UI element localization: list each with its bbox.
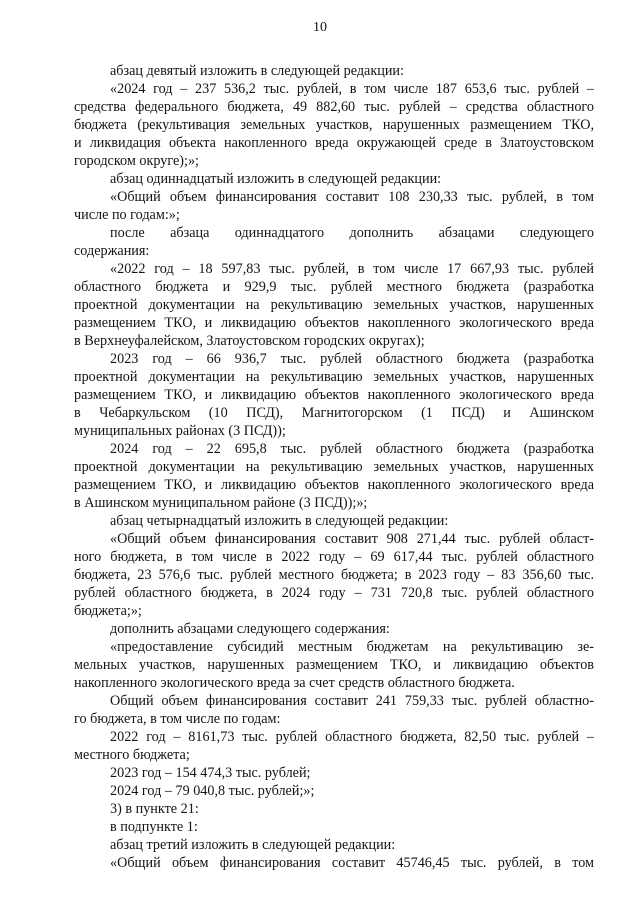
text-line: в Верхнеуфалейском, Златоустовском городских округах);: [74, 333, 425, 349]
text-line: «предоставление субсидий местным бюджетам на рекультивацию зе-: [110, 639, 594, 655]
text-line: размещением ТКО, и ликвидацию объектов накопленного экологического вреда: [74, 387, 594, 403]
text-line: Общий объем финансирования составит 241 759,33 тыс. рублей областно-: [110, 693, 594, 709]
text-line: «Общий объем финансирования составит 108 230,33 тыс. рублей, в том: [110, 189, 594, 205]
text-line: «2022 год – 18 597,83 тыс. рублей, в том числе 17 667,93 тыс. рублей: [110, 261, 594, 277]
text-line: 2023 год – 154 474,3 тыс. рублей;: [110, 765, 311, 781]
text-line: бюджета, 23 576,6 тыс. рублей местного бюджета; в 2023 году – 83 356,60 тыс.: [74, 567, 594, 583]
text-line: проектной документации на рекультивацию земельных участков, нарушенных: [74, 369, 594, 385]
text-line: в подпункте 1:: [110, 819, 198, 835]
text-line: размещением ТКО, и ликвидацию объектов накопленного экологического вреда: [74, 477, 594, 493]
text-line: числе по годам:»;: [74, 207, 180, 223]
text-line: абзац третий изложить в следующей редакции:: [110, 837, 396, 853]
text-line: и ликвидация объекта накопленного вреда окружающей среде в Златоустовском: [74, 135, 594, 151]
text-line: мельных участков, нарушенных размещением ТКО, и ликвидацию объектов: [74, 657, 594, 673]
text-line: 2024 год – 79 040,8 тыс. рублей;»;: [110, 783, 315, 799]
text-line: «Общий объем финансирования составит 908 271,44 тыс. рублей област-: [110, 531, 594, 547]
text-line: городском округе);»;: [74, 153, 199, 169]
text-line: размещением ТКО, и ликвидацию объектов накопленного экологического вреда: [74, 315, 594, 331]
text-line: муниципальных районах (3 ПСД));: [74, 423, 286, 439]
text-line: после абзаца одиннадцатого дополнить абзацами следующего: [110, 225, 594, 241]
text-line: 3) в пункте 21:: [110, 801, 199, 817]
text-line: го бюджета, в том числе по годам:: [74, 711, 281, 727]
text-line: «Общий объем финансирования составит 45746,45 тыс. рублей, в том: [110, 855, 594, 871]
text-line: областного бюджета и 929,9 тыс. рублей местного бюджета (разработка: [74, 279, 594, 295]
text-line: проектной документации на рекультивацию земельных участков, нарушенных: [74, 297, 594, 313]
text-line: в Ашинском муниципальном районе (3 ПСД));»;: [74, 495, 368, 511]
text-line: ного бюджета, в том числе в 2022 году – 69 617,44 тыс. рублей областного: [74, 549, 594, 565]
text-line: содержания:: [74, 243, 150, 259]
text-line: 2024 год – 22 695,8 тыс. рублей областного бюджета (разработка: [110, 441, 594, 457]
text-line: в Чебаркульском (10 ПСД), Магнитогорском (1 ПСД) и Ашинском: [74, 405, 594, 421]
text-line: накопленного экологического вреда за счет средств областного бюджета.: [74, 675, 515, 691]
text-line: проектной документации на рекультивацию земельных участков, нарушенных: [74, 459, 594, 475]
page-number: 10: [313, 20, 327, 35]
text-line: 2023 год – 66 936,7 тыс. рублей областного бюджета (разработка: [110, 351, 594, 367]
text-line: абзац одиннадцатый изложить в следующей редакции:: [110, 171, 442, 187]
text-line: рублей областного бюджета, в 2024 году – 731 720,8 тыс. рублей областного: [74, 585, 594, 601]
text-line: абзац девятый изложить в следующей редакции:: [110, 63, 404, 79]
text-line: бюджета;»;: [74, 603, 142, 619]
text-line: абзац четырнадцатый изложить в следующей редакции:: [110, 513, 449, 529]
text-line: дополнить абзацами следующего содержания:: [110, 621, 390, 637]
text-line: 2022 год – 8161,73 тыс. рублей областного бюджета, 82,50 тыс. рублей –: [110, 729, 594, 745]
text-line: «2024 год – 237 536,2 тыс. рублей, в том числе 187 653,6 тыс. рублей –: [110, 81, 594, 97]
text-line: бюджета (рекультивация земельных участков, нарушенных размещением ТКО,: [74, 117, 594, 133]
text-line: местного бюджета;: [74, 747, 190, 763]
text-line: средства федерального бюджета, 49 882,60 тыс. рублей – средства областного: [74, 99, 594, 115]
